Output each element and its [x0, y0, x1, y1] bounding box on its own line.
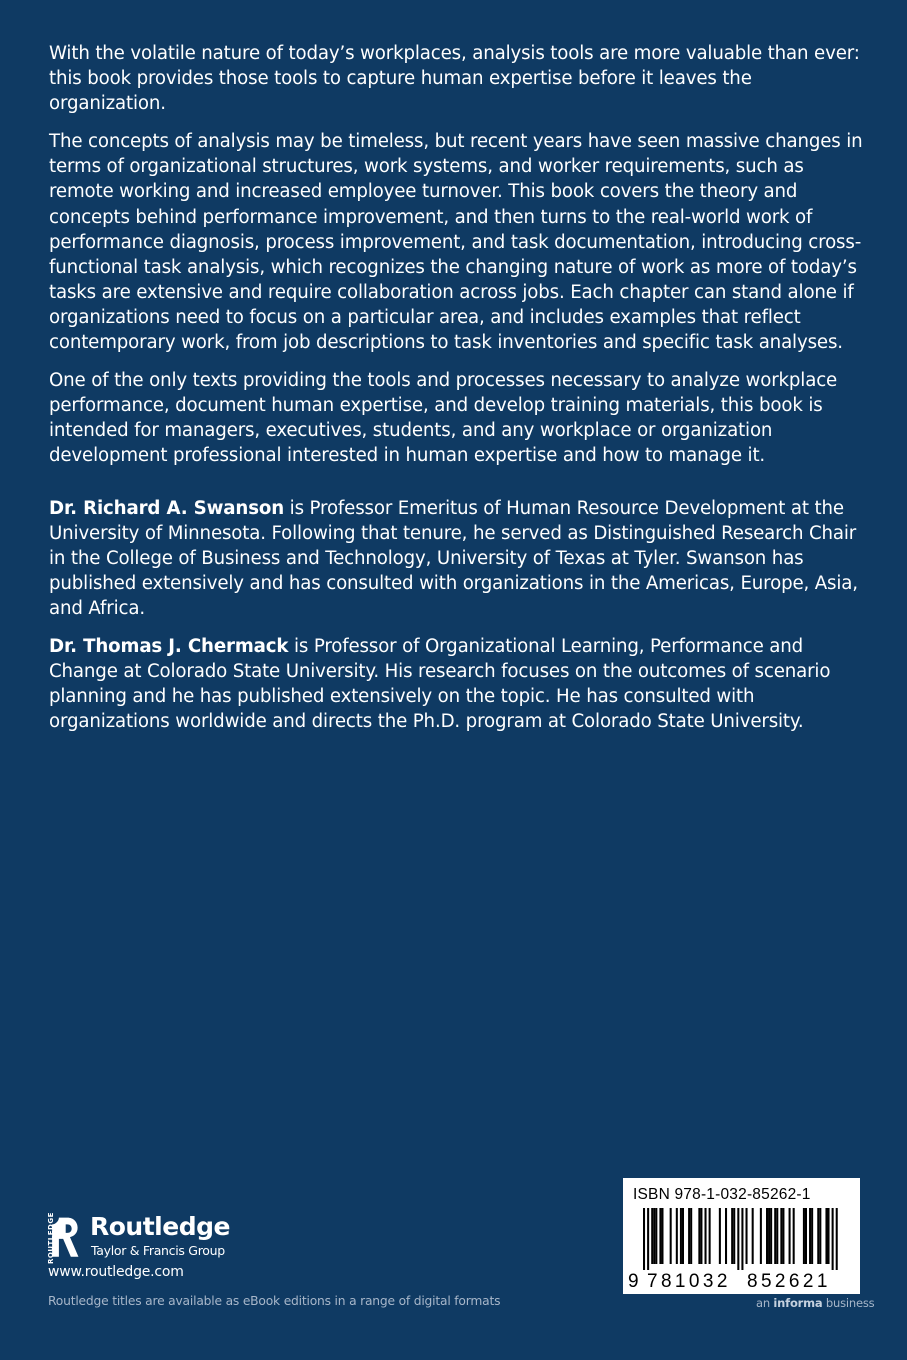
ebook-note: Routledge titles are available as eBook editions in a range of digital formats	[48, 1294, 501, 1308]
barcode-bar	[731, 1208, 733, 1264]
informa-suffix: business	[822, 1296, 875, 1310]
barcode-bar	[817, 1208, 819, 1264]
barcode-bar	[770, 1208, 772, 1264]
barcode-bar	[709, 1208, 711, 1264]
barcode-bar	[809, 1208, 811, 1264]
barcode-bar	[737, 1208, 739, 1270]
blurb-paragraph-2: The concepts of analysis may be timeless, but recent years have seen massive changes in terms of organizational structures, work systems, and worker requirements, such as remote working and increased employee turnover. This book covers the theory and concepts behind performance improvement, and then turns to the real-world work of performance diagnosis, process improvement, and task documentation, introducing cross-functional task analysis, which recognizes the changing nature of work as more of today’s tasks are extensive and require collaboration across jobs. Each chapter can stand alone if organizations need to focus on a particular area, and includes examples that reflect contemporary work, from job descriptions to task inventories and specific task analyses.	[49, 131, 863, 354]
barcode-bar	[659, 1208, 661, 1264]
informa-tagline	[756, 1296, 874, 1310]
barcode-bar	[653, 1208, 655, 1264]
barcode-bar	[733, 1208, 735, 1264]
author-bio-text-swanson: is Professor Emeritus of Human Resource Development at the University of Minnesota. Following that tenure, he served as Distinguished Research Chair in the College of Business and Technology, University of Texas at Tyler. Swanson has published extensively and has consulted with organizations in the Americas, Europe, Asia, and Africa.	[49, 497, 858, 619]
barcode-bar	[828, 1208, 830, 1264]
publisher-vertical-mark: ROUTLEDGE	[47, 1212, 55, 1264]
barcode-bar	[670, 1208, 672, 1264]
informa-brand: informa	[773, 1296, 823, 1310]
isbn-barcode	[623, 1178, 860, 1294]
barcode-bar	[760, 1208, 762, 1264]
barcode-bar	[741, 1208, 743, 1270]
barcode-bar	[825, 1208, 827, 1264]
barcode-left-digits: 781032	[647, 1271, 731, 1292]
publisher-group: Taylor & Francis Group	[91, 1243, 225, 1258]
blurb-paragraph-3: One of the only texts providing the tools and processes necessary to analyze workplace performance, document human expertise, and develop training materials, this book is intended for managers, executives, students, and any workplace or organization development professional interested in human expertise and how to manage it.	[49, 370, 838, 467]
barcode-bar	[643, 1208, 645, 1270]
barcode-bar	[780, 1208, 782, 1264]
barcode-bar	[700, 1208, 702, 1264]
barcode-bar	[676, 1208, 678, 1264]
barcode-graphic	[623, 1178, 860, 1294]
barcode-bar	[803, 1208, 805, 1264]
barcode-bar	[782, 1208, 784, 1264]
barcode-bar	[682, 1208, 684, 1264]
informa-prefix: an	[756, 1296, 774, 1310]
barcode-bar	[819, 1208, 821, 1264]
barcode-bar	[768, 1208, 770, 1264]
barcode-bar	[774, 1208, 776, 1264]
blurb	[49, 41, 871, 747]
author-bio-swanson	[49, 496, 871, 621]
barcode-bar	[776, 1208, 778, 1264]
barcode-bar	[836, 1208, 838, 1270]
publisher-url[interactable]: www.routledge.com	[48, 1264, 184, 1280]
barcode-bar	[690, 1208, 692, 1264]
barcode-bar	[793, 1208, 795, 1264]
barcode-bar	[752, 1208, 754, 1264]
barcode-bar	[705, 1208, 707, 1264]
barcode-bar	[698, 1208, 700, 1264]
barcode-bar	[789, 1208, 791, 1264]
author-name-swanson: Dr. Richard A. Swanson	[49, 497, 285, 519]
isbn-label: ISBN 978-1-032-85262-1	[633, 1186, 811, 1203]
author-bio-text-chermack: is Professor of Organizational Learning, Performance and Change at Colorado State University. His research focuses on the outcomes of scenario planning and he has published extensively on the topic. He has consulted with organizations worldwide and directs the Ph.D. program at Colorado State University.	[49, 635, 831, 733]
barcode-bar	[725, 1208, 727, 1264]
publisher-name: Routledge	[90, 1212, 230, 1241]
barcode-right-digits: 852621	[747, 1271, 831, 1292]
barcode-bar	[647, 1208, 649, 1270]
author-bio-chermack	[49, 634, 871, 734]
barcode-bar	[719, 1208, 721, 1264]
barcode-bar	[661, 1208, 663, 1264]
barcode-bar	[655, 1208, 657, 1264]
publisher-logo	[47, 1212, 267, 1282]
author-name-chermack: Dr. Thomas J. Chermack	[49, 635, 289, 657]
barcode-bar	[651, 1208, 653, 1264]
barcode-bar	[766, 1208, 768, 1264]
barcode-bar	[832, 1208, 834, 1270]
barcode-lead-digit: 9	[628, 1271, 639, 1292]
barcode-bar	[688, 1208, 690, 1264]
barcode-bar	[811, 1208, 813, 1264]
blurb-paragraph-1: With the volatile nature of today’s workplaces, analysis tools are more valuable than ever: this book provides those tools to capture human expertise before it leaves the organization.	[49, 43, 860, 115]
barcode-bar	[805, 1208, 807, 1264]
barcode-bar	[746, 1208, 748, 1264]
barcode-bar	[680, 1208, 682, 1264]
